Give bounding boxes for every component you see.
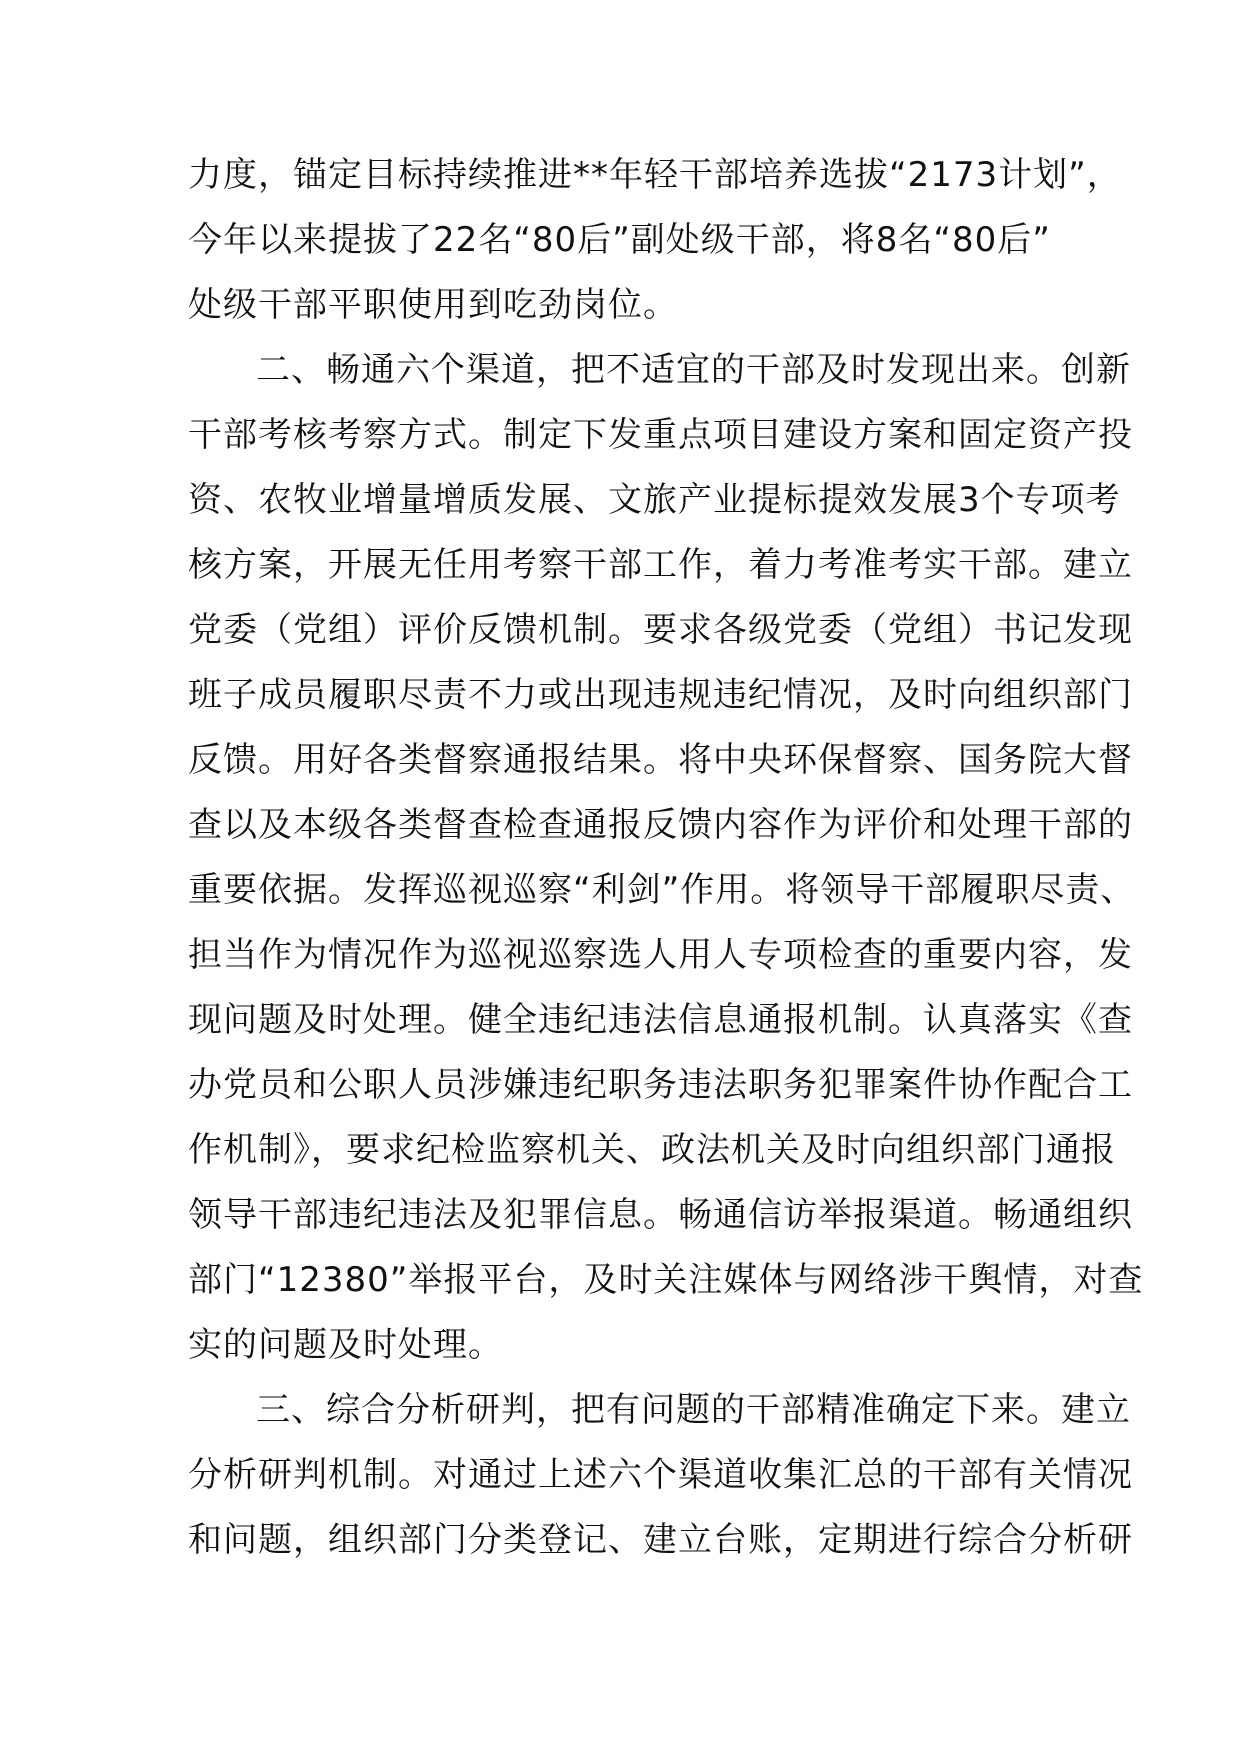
- text-line: 办党员和公职人员涉嫌违纪职务违法职务犯罪案件协作配合工: [188, 1065, 1133, 1105]
- body-text: [188, 143, 1144, 1573]
- paragraph-2: [188, 338, 1144, 1378]
- text-line: 干部考核考察方式。制定下发重点项目建设方案和固定资产投: [188, 415, 1133, 455]
- text-line: 资、农牧业增量增质发展、文旅产业提标提效发展3个专项考: [188, 480, 1121, 520]
- text-line: 部门“12380”举报平台，及时关注媒体与网络涉干舆情，对查: [188, 1260, 1144, 1300]
- text-line: 核方案，开展无任用考察干部工作，着力考准考实干部。建立: [188, 545, 1133, 585]
- text-line: 现问题及时处理。健全违纪违法信息通报机制。认真落实《查: [188, 1000, 1133, 1040]
- text-line: 反馈。用好各类督察通报结果。将中央环保督察、国务院大督: [188, 740, 1133, 780]
- text-line: 查以及本级各类督查检查通报反馈内容作为评价和处理干部的: [188, 805, 1133, 845]
- text-line: 党委（党组）评价反馈机制。要求各级党委（党组）书记发现: [188, 610, 1133, 650]
- text-line: 力度，锚定目标持续推进**年轻干部培养选拔“2173计划”，: [188, 155, 1122, 195]
- paragraph-3: [188, 1378, 1133, 1573]
- text-line: 和问题，组织部门分类登记、建立台账，定期进行综合分析研: [188, 1520, 1133, 1560]
- text-line: 实的问题及时处理。: [188, 1325, 503, 1365]
- text-line: 班子成员履职尽责不力或出现违规违纪情况，及时向组织部门: [188, 675, 1133, 715]
- text-line: 三、综合分析研判，把有问题的干部精准确定下来。建立: [256, 1390, 1131, 1430]
- paragraph-1: [188, 143, 1122, 338]
- text-line: 分析研判机制。对通过上述六个渠道收集汇总的干部有关情况: [188, 1455, 1133, 1495]
- text-line: 担当作为情况作为巡视巡察选人用人专项检查的重要内容，发: [188, 935, 1133, 975]
- text-line: 二、畅通六个渠道，把不适宜的干部及时发现出来。创新: [256, 350, 1131, 390]
- text-line: 作机制》，要求纪检监察机关、政法机关及时向组织部门通报: [188, 1130, 1116, 1170]
- text-line: 处级干部平职使用到吃劲岗位。: [188, 285, 678, 325]
- text-line: 重要依据。发挥巡视巡察“利剑”作用。将领导干部履职尽责、: [188, 870, 1136, 910]
- text-line: 领导干部违纪违法及犯罪信息。畅通信访举报渠道。畅通组织: [188, 1195, 1133, 1235]
- text-line: 今年以来提拔了22名“80后”副处级干部，将8名“80后”: [188, 220, 1051, 260]
